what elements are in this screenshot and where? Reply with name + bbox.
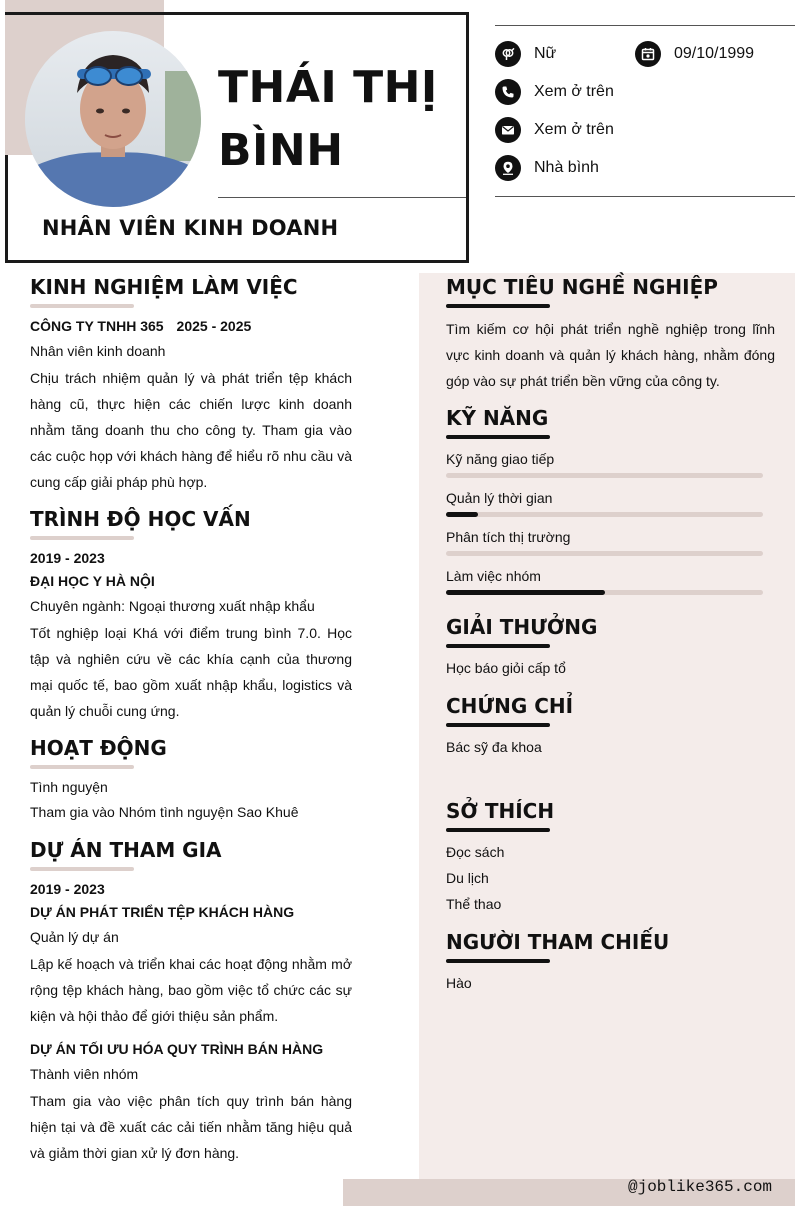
phone-value: Xem ở trên	[534, 83, 614, 100]
education-heading: TRÌNH ĐỘ HỌC VẤN	[30, 507, 251, 531]
skill-2-label: Quản lý thời gian	[446, 490, 553, 506]
experience-role: Nhân viên kinh doanh	[30, 343, 166, 359]
avatar-photo	[25, 31, 201, 207]
project-1-description: Lập kế hoạch và triển khai các hoạt động nhằm mở rộng tệp khách hàng, bao gồm việc tổ chức các sự kiện và hội thảo để giới thiệu sản phẩm.	[30, 956, 352, 1024]
contact-email	[495, 117, 614, 143]
experience-description: Chịu trách nhiệm quản lý và phát triển tệp khách hàng cũ, thực hiện các chiến lược kinh doanh nhằm tăng doanh thu cho công ty. Tham gia vào các cuộc họp với khách hàng để hiểu rõ nhu cầu và cung cấp giải pháp phù hợp.	[30, 370, 352, 490]
references-heading-underline	[446, 959, 550, 963]
skill-3-label: Phân tích thị trường	[446, 529, 571, 545]
activities-heading: HOẠT ĐỘNG	[30, 736, 167, 760]
projects-heading-underline	[30, 867, 134, 871]
reference-item: Hào	[446, 975, 472, 991]
objective-heading: MỤC TIÊU NGHỀ NGHIỆP	[446, 275, 718, 299]
contact-birthdate	[635, 41, 754, 67]
project-1-role: Quản lý dự án	[30, 929, 119, 945]
project-1-name: DỰ ÁN PHÁT TRIỂN TỆP KHÁCH HÀNG	[30, 904, 295, 920]
education-major: Chuyên ngành: Ngoại thương xuất nhập khẩu	[30, 598, 315, 614]
avatar	[25, 31, 201, 207]
activity-name: Tình nguyện	[30, 779, 108, 795]
candidate-name: THÁI THỊ BÌNH	[218, 62, 438, 176]
objective-heading-underline	[446, 304, 550, 308]
contact-address	[495, 155, 599, 181]
calendar-icon	[635, 41, 661, 67]
objective-text: Tìm kiếm cơ hội phát triển nghề nghiệp trong lĩnh vực kinh doanh và quản lý khách hàng, nhằm đóng góp vào sự phát triển bền vững của công ty.	[446, 321, 775, 389]
hobbies-heading-underline	[446, 828, 550, 832]
contact-phone	[495, 79, 614, 105]
footer-watermark: @joblike365.com	[628, 1178, 773, 1196]
awards-heading-underline	[446, 644, 550, 648]
skill-1-bar	[446, 473, 763, 478]
email-value: Xem ở trên	[534, 121, 614, 138]
contact-divider-top	[495, 25, 795, 26]
certificates-heading: CHỨNG CHỈ	[446, 694, 574, 718]
hobby-2: Du lịch	[446, 870, 489, 886]
projects-heading: DỰ ÁN THAM GIA	[30, 838, 222, 862]
birthdate-value: 09/10/1999	[674, 45, 755, 62]
projects-period: 2019 - 2023	[30, 881, 105, 897]
references-heading: NGƯỜI THAM CHIẾU	[446, 930, 670, 954]
awards-heading: GIẢI THƯỞNG	[446, 615, 598, 639]
gender-value: Nữ	[534, 45, 557, 62]
hobbies-heading: SỞ THÍCH	[446, 799, 555, 823]
activity-description: Tham gia vào Nhóm tình nguyện Sao Khuê	[30, 804, 299, 820]
header-frame-left-edge	[5, 155, 8, 263]
contact-divider-bottom	[495, 196, 795, 197]
job-title: NHÂN VIÊN KINH DOANH	[42, 216, 339, 240]
skills-heading-underline	[446, 435, 550, 439]
education-school: ĐẠI HỌC Y HÀ NỘI	[30, 573, 155, 589]
experience-company	[30, 318, 251, 334]
skill-4-fill	[446, 590, 605, 595]
education-heading-underline	[30, 536, 134, 540]
education-period: 2019 - 2023	[30, 550, 105, 566]
address-value: Nhà bình	[534, 159, 599, 176]
company-name: CÔNG TY TNHH 365	[30, 318, 164, 334]
certificates-heading-underline	[446, 723, 550, 727]
company-period: 2025 - 2025	[176, 318, 252, 334]
skill-2-fill	[446, 512, 478, 517]
hobby-3: Thể thao	[446, 896, 502, 912]
activities-heading-underline	[30, 765, 134, 769]
location-pin-icon	[495, 155, 521, 181]
experience-heading-underline	[30, 304, 134, 308]
skills-heading: KỸ NĂNG	[446, 406, 549, 430]
skill-1-label: Kỹ năng giao tiếp	[446, 451, 555, 467]
phone-icon	[495, 79, 521, 105]
envelope-icon	[495, 117, 521, 143]
skill-3-bar	[446, 551, 763, 556]
skill-4-label: Làm việc nhóm	[446, 568, 541, 584]
education-description: Tốt nghiệp loại Khá với điểm trung bình 7.0. Học tập và nghiên cứu về các khía cạnh của thương mại quốc tế, bao gồm xuất nhập khẩu, logistics và quản lý chuỗi cung ứng.	[30, 625, 352, 719]
hobby-1: Đọc sách	[446, 844, 505, 860]
project-2-role: Thành viên nhóm	[30, 1066, 139, 1082]
award-item: Học báo giỏi cấp tổ	[446, 660, 566, 676]
skill-4-bar	[446, 590, 763, 595]
project-2-name: DỰ ÁN TỐI ƯU HÓA QUY TRÌNH BÁN HÀNG	[30, 1041, 324, 1057]
name-divider	[218, 197, 466, 198]
contact-gender	[495, 41, 556, 67]
skill-2-bar	[446, 512, 763, 517]
experience-heading: KINH NGHIỆM LÀM VIỆC	[30, 275, 298, 299]
certificate-item: Bác sỹ đa khoa	[446, 739, 542, 755]
gender-icon	[495, 41, 521, 67]
project-2-description: Tham gia vào việc phân tích quy trình bán hàng hiện tại và đề xuất các cải tiến nhằm tăng hiệu quả và giảm thời gian xử lý đơn hàng.	[30, 1093, 352, 1161]
